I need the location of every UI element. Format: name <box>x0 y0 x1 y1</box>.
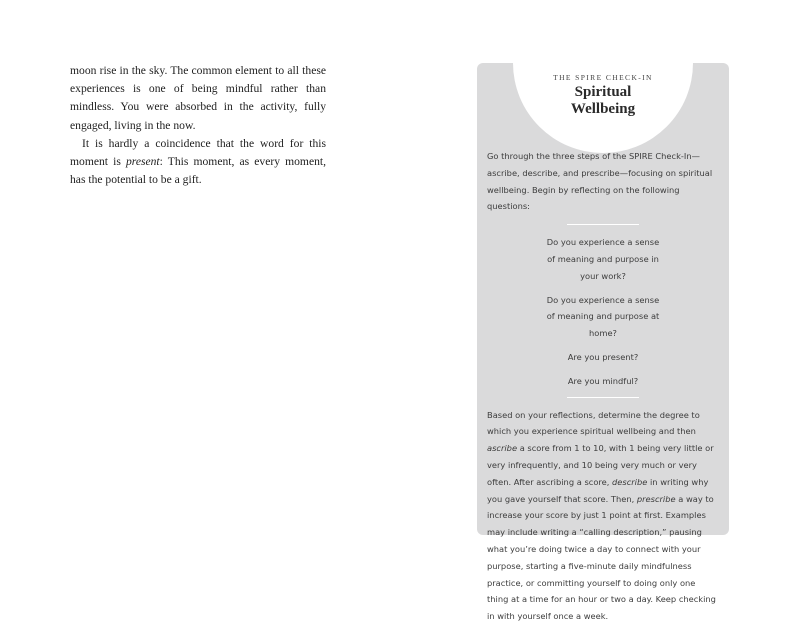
emphasis-text: prescribe <box>636 493 676 504</box>
paragraph: moon rise in the sky. The common element to all these experiences is one of being mindful rather than mindless. You were absorbed in the activity, fully engaged, living in the now. <box>70 64 326 132</box>
spire-check-in-sidebar <box>477 63 729 622</box>
intro-paragraph: Go through the three steps of the SPIRE Check-In—ascribe, describe, and prescribe—focusing on spiritual wellbeing. Begin by reflecting on the following questions: <box>487 151 713 212</box>
emphasis-text: describe <box>612 476 648 487</box>
paragraph-text: : This moment, as every moment, has the potential to be a gift. <box>70 155 327 187</box>
divider <box>567 397 639 398</box>
sidebar-kicker: THE SPIRE CHECK-IN <box>553 73 653 82</box>
closing-text: a way to increase your score by just 1 point at first. Examples may include writing a “calling description,” pausing what you’re doing twice a day to connect with your purpose, starting a five-minute daily mindfulness practice, or committing yourself to doing only one thing at a time for an hour or two a day. Keep checking in with yourself once a week. <box>487 493 716 622</box>
sidebar-body <box>487 148 719 625</box>
left-page-text <box>70 62 326 189</box>
emphasis-text: present <box>125 155 160 169</box>
closing-text: a score from 1 to 10, with 1 being very little or very infrequently, and 10 being very much or very often. After ascribing a score, <box>487 443 714 487</box>
paragraph-text: It is hardly a coincidence that the word for this moment is <box>70 136 326 169</box>
closing-text: Based on your reflections, determine the degree to which you experience spiritual wellbeing and then <box>487 409 700 437</box>
paragraph <box>70 135 326 190</box>
question: Are you mindful? <box>567 375 639 386</box>
sidebar-title <box>477 84 729 118</box>
closing-paragraph <box>487 407 719 625</box>
question: Do you experience a sense of meaning and purpose at home? <box>546 294 660 339</box>
title-line: Spiritual <box>574 84 632 100</box>
question: Do you experience a sense of meaning and purpose in your work? <box>546 237 660 281</box>
emphasis-text: ascribe <box>487 443 518 454</box>
closing-text: in writing why you gave yourself that score. Then, <box>487 476 709 504</box>
divider <box>567 224 639 225</box>
title-line: Wellbeing <box>570 101 636 117</box>
question: Are you present? <box>567 351 639 362</box>
